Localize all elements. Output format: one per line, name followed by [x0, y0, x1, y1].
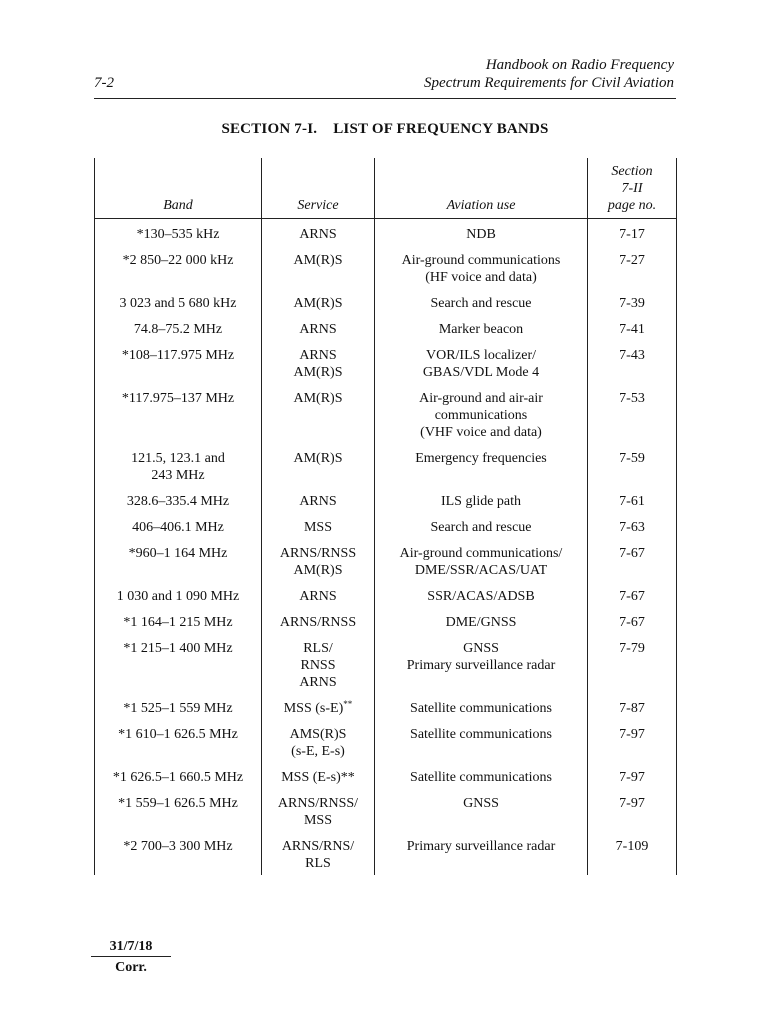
band-cell — [95, 383, 262, 443]
aviation-use-text: communications — [434, 408, 528, 423]
aviation-use-line — [378, 657, 584, 674]
service-line — [265, 347, 371, 364]
aviation-use-line — [378, 295, 584, 312]
service-text: MSS — [303, 520, 333, 535]
aviation-use-text: Primary surveillance radar — [406, 658, 556, 673]
aviation-use-line — [378, 519, 584, 536]
service-line — [265, 562, 371, 579]
table-row — [95, 314, 677, 340]
service-cell — [262, 581, 375, 607]
page-cell: 7-67 — [588, 581, 677, 607]
aviation-use-cell — [375, 788, 588, 831]
band-cell — [95, 719, 262, 762]
service-text: RLS — [305, 856, 331, 871]
service-text: MSS (s-E) — [283, 701, 344, 716]
table-row — [95, 288, 677, 314]
band-line — [98, 726, 258, 743]
band-line — [98, 467, 258, 484]
aviation-use-text: GNSS — [463, 796, 499, 811]
aviation-use-text: Primary surveillance radar — [406, 839, 556, 854]
page-cell: 7-97 — [588, 788, 677, 831]
header-title-line-1: Handbook on Radio Frequency — [485, 57, 674, 73]
page-cell: 7-61 — [588, 486, 677, 512]
service-cell — [262, 288, 375, 314]
service-line — [265, 295, 371, 312]
page-cell: 7-39 — [588, 288, 677, 314]
service-cell — [262, 762, 375, 788]
aviation-use-line — [378, 838, 584, 855]
aviation-use-text: Marker beacon — [438, 322, 524, 337]
aviation-use-line — [378, 424, 584, 441]
page-cell: 7-97 — [588, 762, 677, 788]
service-cell — [262, 538, 375, 581]
aviation-use-cell — [375, 340, 588, 383]
aviation-use-cell — [375, 245, 588, 288]
aviation-use-line — [378, 640, 584, 657]
service-cell — [262, 340, 375, 383]
aviation-use-line — [378, 252, 584, 269]
band-text: 3 023 and 5 680 kHz — [119, 296, 237, 311]
band-line — [98, 588, 258, 605]
band-text: 74.8–75.2 MHz — [133, 322, 223, 337]
band-line — [98, 450, 258, 467]
service-line — [265, 390, 371, 407]
table-row — [95, 607, 677, 633]
service-line — [265, 769, 371, 786]
service-cell — [262, 633, 375, 693]
aviation-use-text: Search and rescue — [430, 296, 532, 311]
aviation-use-text: (VHF voice and data) — [420, 425, 542, 440]
aviation-use-line — [378, 347, 584, 364]
band-cell — [95, 633, 262, 693]
aviation-use-text: GBAS/VDL Mode 4 — [422, 365, 540, 380]
aviation-use-cell — [375, 486, 588, 512]
aviation-use-line — [378, 407, 584, 424]
service-text: AM(R)S — [293, 563, 343, 578]
band-line — [98, 390, 258, 407]
table-row — [95, 693, 677, 719]
service-cell — [262, 443, 375, 486]
service-line — [265, 640, 371, 657]
band-line — [98, 493, 258, 510]
page-cell: 7-109 — [588, 831, 677, 875]
service-cell — [262, 383, 375, 443]
service-text: MSS (E-s)** — [281, 770, 355, 785]
band-text: *2 700–3 300 MHz — [123, 839, 233, 854]
aviation-use-text: Search and rescue — [430, 520, 532, 535]
table-row — [95, 340, 677, 383]
band-cell — [95, 788, 262, 831]
page-cell: 7-17 — [588, 219, 677, 246]
service-line — [265, 321, 371, 338]
table-row — [95, 512, 677, 538]
aviation-use-line — [378, 269, 584, 286]
aviation-use-line — [378, 321, 584, 338]
aviation-use-line — [378, 700, 584, 717]
band-text: *130–535 kHz — [136, 227, 220, 242]
band-line — [98, 614, 258, 631]
section-title — [94, 121, 676, 138]
service-text: AM(R)S — [293, 365, 343, 380]
revision-footer — [94, 938, 168, 976]
aviation-use-text: VOR/ILS localizer/ — [425, 348, 537, 363]
service-text: ARNS — [299, 227, 337, 242]
table-row — [95, 219, 677, 246]
table-row — [95, 633, 677, 693]
aviation-use-line — [378, 364, 584, 381]
band-cell — [95, 219, 262, 246]
aviation-use-cell — [375, 693, 588, 719]
service-text: AM(R)S — [293, 253, 343, 268]
column-header-page — [588, 158, 677, 219]
band-text: 1 030 and 1 090 MHz — [116, 589, 240, 604]
aviation-use-text: DME/SSR/ACAS/UAT — [414, 563, 548, 578]
revision-date: 31/7/18 — [109, 939, 153, 954]
aviation-use-text: ILS glide path — [440, 494, 522, 509]
service-text: AM(R)S — [293, 296, 343, 311]
table-row — [95, 831, 677, 875]
service-cell — [262, 693, 375, 719]
service-text: RNSS — [300, 658, 336, 673]
band-cell — [95, 581, 262, 607]
column-header-aviation-use: Aviation use — [375, 158, 588, 219]
band-line — [98, 252, 258, 269]
page-cell: 7-53 — [588, 383, 677, 443]
header-title-line-2: Spectrum Requirements for Civil Aviation — [424, 75, 674, 91]
aviation-use-text: Air-ground communications/ — [399, 546, 563, 561]
band-cell — [95, 340, 262, 383]
page-cell: 7-79 — [588, 633, 677, 693]
page-cell: 7-67 — [588, 538, 677, 581]
table-row — [95, 383, 677, 443]
column-header-band: Band — [95, 158, 262, 219]
aviation-use-cell — [375, 443, 588, 486]
aviation-use-cell — [375, 633, 588, 693]
service-cell — [262, 486, 375, 512]
aviation-use-cell — [375, 607, 588, 633]
service-line — [265, 226, 371, 243]
band-cell — [95, 762, 262, 788]
aviation-use-cell — [375, 288, 588, 314]
band-text: *1 559–1 626.5 MHz — [118, 796, 238, 811]
revision-note: Corr. — [115, 960, 147, 975]
service-cell — [262, 512, 375, 538]
aviation-use-line — [378, 795, 584, 812]
band-cell — [95, 314, 262, 340]
service-line — [265, 252, 371, 269]
band-cell — [95, 486, 262, 512]
table-row — [95, 245, 677, 288]
band-line — [98, 545, 258, 562]
aviation-use-cell — [375, 762, 588, 788]
service-line — [265, 674, 371, 691]
aviation-use-line — [378, 562, 584, 579]
page-cell: 7-67 — [588, 607, 677, 633]
band-text: 328.6–335.4 MHz — [126, 494, 230, 509]
service-cell — [262, 314, 375, 340]
band-text: *1 626.5–1 660.5 MHz — [112, 770, 244, 785]
table-row — [95, 788, 677, 831]
service-cell — [262, 788, 375, 831]
band-text: *960–1 164 MHz — [128, 546, 228, 561]
page-header-line: page no. — [607, 198, 657, 213]
section-number: SECTION 7-I. — [221, 121, 318, 137]
page-cell: 7-87 — [588, 693, 677, 719]
aviation-use-text: GNSS — [463, 641, 499, 656]
column-header-service: Service — [262, 158, 375, 219]
aviation-use-text: Air-ground and air-air — [419, 391, 543, 406]
band-line — [98, 640, 258, 657]
service-line — [265, 812, 371, 829]
band-text: 121.5, 123.1 and — [131, 451, 225, 466]
aviation-use-cell — [375, 219, 588, 246]
service-cell — [262, 607, 375, 633]
aviation-use-line — [378, 726, 584, 743]
aviation-use-cell — [375, 314, 588, 340]
aviation-use-text: Satellite communications — [410, 770, 552, 785]
service-line — [265, 588, 371, 605]
band-text: 243 MHz — [151, 468, 205, 483]
service-text: AMS(R)S — [289, 727, 347, 742]
aviation-use-line — [378, 769, 584, 786]
aviation-use-text: (HF voice and data) — [425, 270, 537, 285]
band-cell — [95, 245, 262, 288]
band-cell — [95, 538, 262, 581]
service-line — [265, 700, 371, 717]
band-text: *1 610–1 626.5 MHz — [118, 727, 238, 742]
band-line — [98, 321, 258, 338]
service-text: ARNS/RNSS — [279, 546, 357, 561]
table-row — [95, 486, 677, 512]
aviation-use-cell — [375, 538, 588, 581]
service-cell — [262, 831, 375, 875]
service-cell — [262, 719, 375, 762]
aviation-use-cell — [375, 512, 588, 538]
aviation-use-line — [378, 390, 584, 407]
aviation-use-cell — [375, 719, 588, 762]
document-header-title — [424, 56, 674, 92]
band-line — [98, 295, 258, 312]
band-cell — [95, 443, 262, 486]
band-text: 406–406.1 MHz — [132, 520, 224, 535]
footnote-marker: ** — [343, 699, 353, 709]
service-text: ARNS — [299, 348, 337, 363]
aviation-use-line — [378, 450, 584, 467]
aviation-use-line — [378, 588, 584, 605]
band-cell — [95, 693, 262, 719]
page-cell: 7-27 — [588, 245, 677, 288]
table-row — [95, 443, 677, 486]
service-text: ARNS/RNSS/ — [277, 796, 359, 811]
band-line — [98, 700, 258, 717]
service-text: AM(R)S — [293, 391, 343, 406]
service-text: MSS — [303, 813, 333, 828]
aviation-use-text: NDB — [466, 227, 496, 242]
aviation-use-line — [378, 614, 584, 631]
page-cell: 7-97 — [588, 719, 677, 762]
service-line — [265, 545, 371, 562]
service-text: RLS/ — [303, 641, 333, 656]
page-cell: 7-59 — [588, 443, 677, 486]
table-row — [95, 719, 677, 762]
aviation-use-cell — [375, 581, 588, 607]
band-line — [98, 769, 258, 786]
service-text: ARNS/RNSS — [279, 615, 357, 630]
service-line — [265, 519, 371, 536]
band-cell — [95, 288, 262, 314]
band-line — [98, 347, 258, 364]
table-row — [95, 538, 677, 581]
table-row — [95, 581, 677, 607]
page-header-line: Section — [611, 164, 653, 179]
service-line — [265, 364, 371, 381]
band-text: *1 215–1 400 MHz — [123, 641, 233, 656]
band-text: *2 850–22 000 kHz — [122, 253, 234, 268]
page-number: 7-2 — [94, 75, 114, 91]
aviation-use-cell — [375, 383, 588, 443]
aviation-use-text: Air-ground communications — [401, 253, 561, 268]
service-line — [265, 838, 371, 855]
service-cell — [262, 245, 375, 288]
service-text: ARNS — [299, 494, 337, 509]
band-text: *117.975–137 MHz — [121, 391, 235, 406]
service-line — [265, 657, 371, 674]
aviation-use-text: Satellite communications — [410, 727, 552, 742]
service-line — [265, 743, 371, 760]
table-header-row — [95, 158, 677, 219]
aviation-use-line — [378, 226, 584, 243]
service-text: ARNS — [299, 322, 337, 337]
service-line — [265, 726, 371, 743]
service-text: ARNS — [299, 589, 337, 604]
band-cell — [95, 607, 262, 633]
aviation-use-text: Satellite communications — [410, 701, 552, 716]
aviation-use-text: Emergency frequencies — [415, 451, 547, 466]
band-text: *108–117.975 MHz — [121, 348, 235, 363]
band-text: *1 164–1 215 MHz — [123, 615, 233, 630]
service-text: (s-E, E-s) — [291, 744, 345, 759]
table-body — [95, 219, 677, 876]
page-cell: 7-41 — [588, 314, 677, 340]
service-text: ARNS/RNS/ — [281, 839, 355, 854]
table-row — [95, 762, 677, 788]
band-line — [98, 519, 258, 536]
service-line — [265, 450, 371, 467]
aviation-use-text: SSR/ACAS/ADSB — [427, 589, 535, 604]
aviation-use-text: DME/GNSS — [445, 615, 517, 630]
band-cell — [95, 512, 262, 538]
frequency-bands-table — [94, 158, 677, 875]
band-line — [98, 838, 258, 855]
service-line — [265, 795, 371, 812]
aviation-use-line — [378, 493, 584, 510]
aviation-use-cell — [375, 831, 588, 875]
section-heading: LIST OF FREQUENCY BANDS — [333, 121, 549, 137]
aviation-use-line — [378, 545, 584, 562]
page-cell: 7-43 — [588, 340, 677, 383]
band-line — [98, 795, 258, 812]
band-text: *1 525–1 559 MHz — [123, 701, 233, 716]
band-cell — [95, 831, 262, 875]
page-cell: 7-63 — [588, 512, 677, 538]
header-rule — [94, 98, 676, 99]
service-line — [265, 855, 371, 872]
service-text: AM(R)S — [293, 451, 343, 466]
page-header-line: 7-II — [621, 181, 643, 196]
service-text: ARNS — [299, 675, 337, 690]
service-cell — [262, 219, 375, 246]
service-line — [265, 614, 371, 631]
service-line — [265, 493, 371, 510]
band-line — [98, 226, 258, 243]
